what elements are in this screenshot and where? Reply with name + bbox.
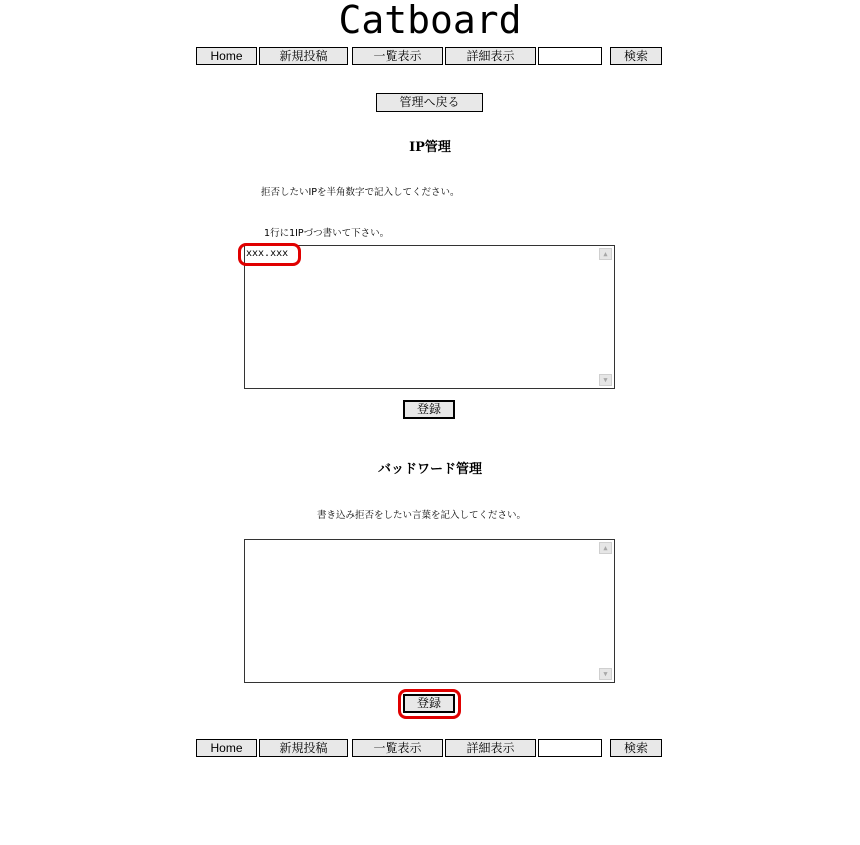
badword-submit-button[interactable]: 登録: [403, 694, 455, 713]
ip-section-title: IP管理: [409, 140, 451, 155]
search-input[interactable]: [538, 47, 602, 65]
scroll-up-icon[interactable]: ▲: [599, 542, 612, 554]
detail-view-button[interactable]: 詳細表示: [445, 739, 536, 757]
search-input[interactable]: [538, 739, 602, 757]
ip-desc-line: 1行に1IPづつ書いて下さい。: [261, 227, 390, 239]
home-button[interactable]: Home: [196, 739, 257, 757]
ip-textarea[interactable]: [244, 245, 615, 389]
submit-highlight: [398, 689, 461, 719]
detail-view-button[interactable]: 詳細表示: [445, 47, 536, 65]
new-post-button[interactable]: 新規投稿: [259, 739, 348, 757]
bottom-nav: [196, 739, 666, 759]
home-button[interactable]: Home: [196, 47, 257, 65]
ip-textarea-value: xxx.xxx: [246, 248, 289, 259]
search-button[interactable]: 検索: [610, 739, 662, 757]
app-title: Catboard: [338, 0, 522, 42]
top-nav: [196, 47, 666, 67]
scroll-up-icon[interactable]: ▲: [599, 248, 612, 260]
back-to-admin-button[interactable]: 管理へ戻る: [376, 93, 483, 112]
ip-value-highlight: [238, 243, 301, 266]
badword-section-title: バッドワード管理: [377, 462, 482, 477]
list-view-button[interactable]: 一覧表示: [352, 739, 443, 757]
ip-desc-line: 拒否したいIPを半角数字で記入してください。: [261, 187, 460, 198]
scroll-down-icon[interactable]: ▼: [599, 668, 612, 680]
badword-desc-line: 書き込み拒否をしたい言葉を記入してください。: [317, 510, 527, 521]
badword-textarea[interactable]: [244, 539, 615, 683]
search-button[interactable]: 検索: [610, 47, 662, 65]
scroll-down-icon[interactable]: ▼: [599, 374, 612, 386]
ip-submit-button[interactable]: 登録: [403, 400, 455, 419]
list-view-button[interactable]: 一覧表示: [352, 47, 443, 65]
new-post-button[interactable]: 新規投稿: [259, 47, 348, 65]
